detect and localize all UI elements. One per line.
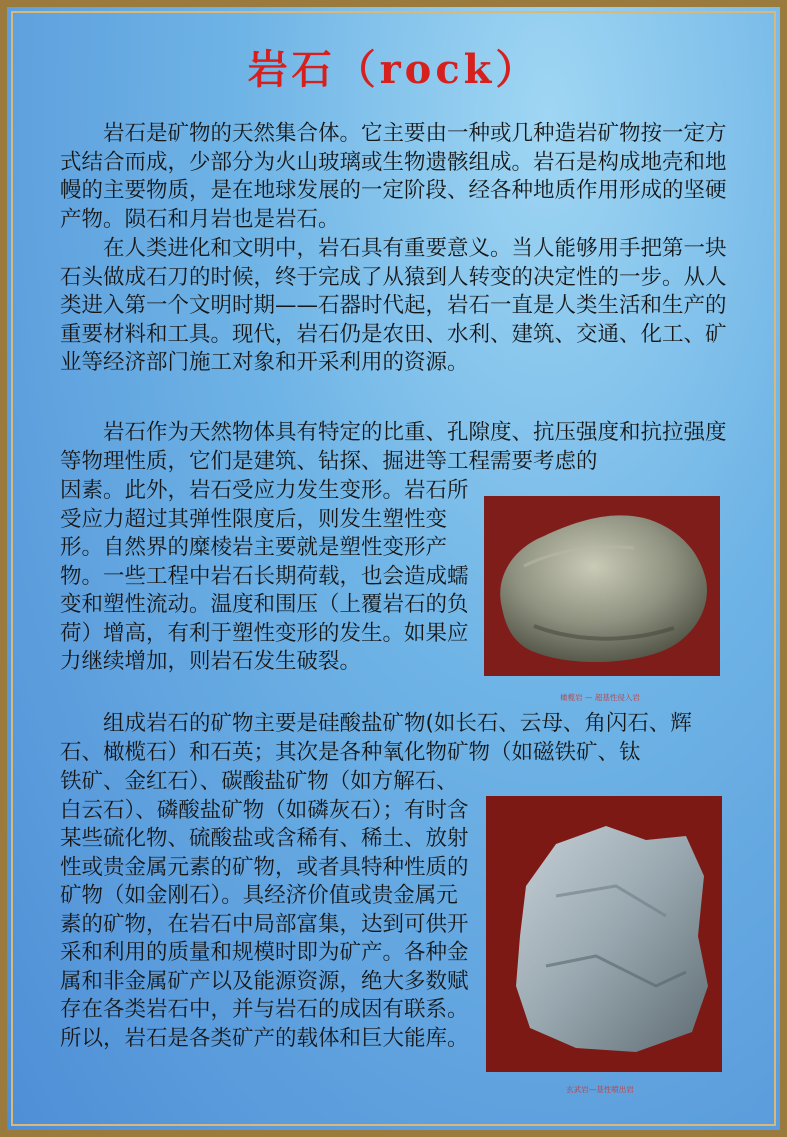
paragraph-3-top: 岩石作为天然物体具有特定的比重、孔隙度、抗压强度和抗拉强度等物理性质，它们是建筑、钻探、掘进等工程需要考虑的 (60, 420, 727, 474)
paragraph-4-top: 组成岩石的矿物主要是硅酸盐矿物(如长石、云母、角闪石、辉石、橄榄石）和石英；其次是各种氧化物矿物（如磁铁矿、钛 (60, 711, 692, 765)
paragraph-3-side: 因素。此外，岩石受应力发生变形。岩石所受应力超过其弹性限度后，则发生塑性变形。自然界的糜棱岩主要就是塑性变形产物。一些工程中岩石长期荷载，也会造成蠕变和塑性流动。温度和围压（上覆岩石的负荷）增高，有利于塑性变形的发生。如果应力继续增加，则岩石发生破裂。 (60, 478, 469, 674)
basalt-rock-image (486, 796, 722, 1072)
peridotite-rock-image (484, 496, 720, 676)
peridotite-photo (484, 496, 720, 676)
paragraph-4-side: 铁矿、金红石）、碳酸盐矿物（如方解石、白云石）、磷酸盐矿物（如磷灰石）；有时含某些硫化物、硫酸盐或含稀有、稀土、放射性或贵金属元素的矿物，或者具特种性质的矿物（如金刚石）。具经济价值或贵金属元素的矿物，在岩石中局部富集，达到可供开采和利用的质量和规模时即为矿产。各种金属和非金属矿产以及能源资源，绝大多数赋存在各类岩石中，并与岩石的成因有联系。所以，岩石是各类矿产的载体和巨大能库。 (60, 769, 469, 1051)
paragraph-2: 在人类进化和文明中，岩石具有重要意义。当人能够用手把第一块石头做成石刀的时候，终于完成了从猿到人转变的决定性的一步。从人类进入第一个文明时期——石器时代起，岩石一直是人类生活和生产的重要材料和工具。现代，岩石仍是农田、水利、建筑、交通、化工、矿业等经济部门施工对象和开采利用的资源。 (60, 236, 727, 375)
basalt-caption: 玄武岩—基性喷出岩 (566, 1085, 634, 1094)
basalt-photo (486, 796, 722, 1072)
page-title: 岩石（rock） (247, 46, 540, 93)
peridotite-caption: 橄榄岩 — 超基性侵入岩 (560, 693, 640, 702)
paragraph-1: 岩石是矿物的天然集合体。它主要由一种或几种造岩矿物按一定方式结合而成，少部分为火山玻璃或生物遗骸组成。岩石是构成地壳和地幔的主要物质，是在地球发展的一定阶段、经各种地质作用形成的坚硬产物。陨石和月岩也是岩石。 (60, 121, 727, 232)
